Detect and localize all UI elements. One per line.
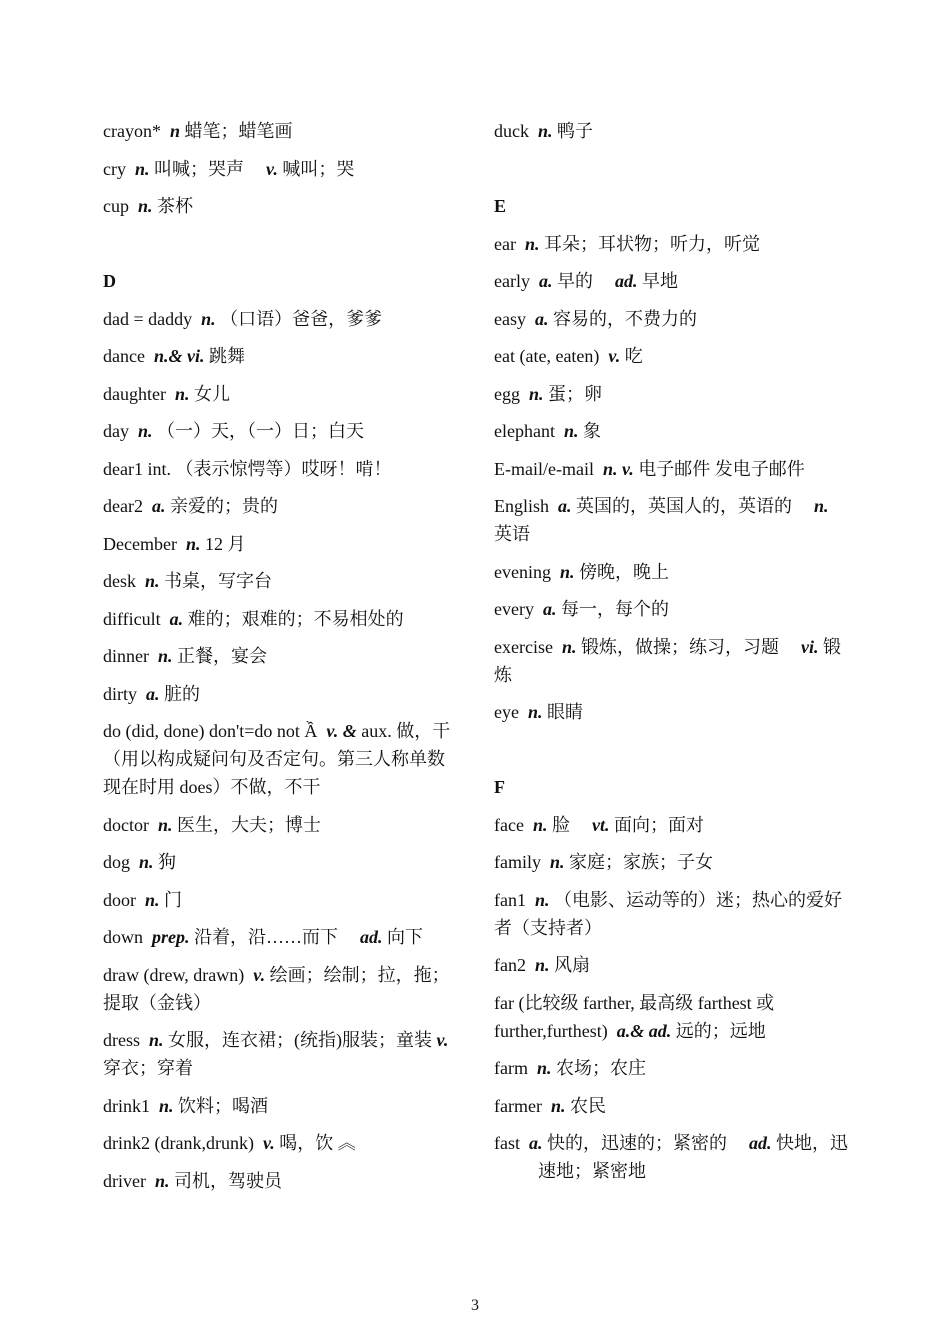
part-of-speech: n. — [563, 421, 579, 441]
vocab-entry — [103, 848, 459, 876]
definition: 远的；远地 — [675, 1020, 766, 1041]
headword: crayon* — [103, 121, 161, 141]
headword: easy — [494, 308, 526, 329]
part-of-speech: n.& vi. — [153, 346, 205, 366]
vocab-entry — [494, 267, 850, 295]
part-of-speech: n. — [538, 121, 553, 141]
headword: farm — [494, 1058, 528, 1078]
headword: fan1 — [494, 889, 526, 910]
headword: fast — [494, 1133, 520, 1153]
vocab-entry — [103, 1167, 459, 1195]
definition: 亲爱的；贵的 — [169, 496, 278, 516]
definition: 面向；面对 — [613, 814, 704, 835]
headword: dress — [103, 1030, 140, 1050]
vocab-entry — [494, 558, 850, 586]
part-of-speech: ad. — [749, 1133, 772, 1153]
part-of-speech: v. — [436, 1030, 449, 1050]
definition: 象 — [583, 421, 601, 441]
part-of-speech: n. — [185, 533, 201, 554]
definition: 快地，迅速地；紧密地 — [538, 1133, 848, 1181]
definition: 电子邮件 发电子邮件 — [638, 458, 805, 479]
vocab-entry — [494, 595, 850, 623]
vocab-entry — [103, 1092, 459, 1120]
vocab-entry — [494, 492, 850, 548]
section-letter: E — [494, 196, 507, 216]
definition: 吃 — [624, 346, 643, 366]
part-of-speech: n. — [550, 852, 565, 872]
part-of-speech: n. — [532, 814, 548, 835]
vocab-entry — [103, 192, 459, 220]
vocab-entry — [494, 342, 850, 370]
vocab-entry — [103, 492, 459, 520]
part-of-speech: v. — [262, 1133, 275, 1153]
definition: 饮料；喝酒 — [178, 1095, 269, 1116]
part-of-speech: n. — [561, 636, 577, 657]
definition: 女儿 — [194, 383, 230, 404]
definition: 眼睛 — [547, 702, 583, 722]
vocab-entry — [494, 698, 850, 726]
part-of-speech: n. — [145, 889, 160, 910]
definition: 蛋；卵 — [548, 383, 603, 404]
headword: ear — [494, 233, 516, 254]
headword: dear1 int. （表示惊愕等）哎呀！啃！ — [103, 458, 392, 479]
vocab-entry — [494, 1129, 850, 1185]
part-of-speech: n. — [145, 571, 160, 591]
definition: 容易的，不费力的 — [552, 308, 697, 329]
definition: 每一，每个的 — [560, 599, 669, 619]
vocab-entry — [494, 1092, 850, 1120]
headword: dog — [103, 852, 130, 872]
definition: 鸭子 — [557, 121, 594, 141]
part-of-speech: a. — [542, 599, 557, 619]
headword: dirty — [103, 683, 137, 704]
vocab-entry — [103, 342, 459, 370]
headword: dear2 — [103, 496, 143, 516]
headword: E-mail/e-mail — [494, 458, 594, 479]
headword: far (比较级 farther, 最高级 farthest 或 further,furthest) — [494, 992, 775, 1041]
headword: down — [103, 927, 143, 947]
vocab-entry — [103, 117, 459, 145]
vocab-entry — [494, 417, 850, 445]
definition: 门 — [164, 889, 183, 910]
part-of-speech: n. — [559, 561, 575, 582]
headword: duck — [494, 121, 529, 141]
definition: 向下 — [387, 927, 423, 947]
part-of-speech: n. — [536, 1058, 552, 1078]
headword: doctor — [103, 814, 149, 835]
vocab-entry — [494, 117, 850, 145]
headword: every — [494, 599, 534, 619]
part-of-speech: n. — [157, 646, 173, 666]
headword: eat (ate, eaten) — [494, 346, 600, 366]
vocab-entry — [494, 848, 850, 876]
vocab-entry — [103, 155, 459, 183]
part-of-speech: v. & — [326, 721, 357, 741]
definition: 叫喊；哭声 — [154, 158, 244, 179]
definition: 正餐，宴会 — [177, 646, 267, 666]
vocab-entry — [103, 642, 459, 670]
definition: 脸 — [551, 814, 570, 835]
headword: do (did, done) don't=do not Ầ — [103, 721, 318, 741]
headword: eye — [494, 702, 519, 722]
headword: fan2 — [494, 955, 526, 975]
headword: dance — [103, 346, 145, 366]
definition: 女服，连衣裙；(统指)服装；童装 — [168, 1030, 433, 1050]
definition: 喝，饮 ︽ — [279, 1133, 356, 1153]
headword: elephant — [494, 421, 555, 441]
part-of-speech: ad. — [614, 271, 638, 291]
part-of-speech: n. — [524, 233, 540, 254]
vocab-entry — [494, 886, 850, 942]
vocab-entry — [103, 417, 459, 445]
part-of-speech: n. — [201, 308, 216, 329]
headword: farmer — [494, 1095, 542, 1116]
headword: exercise — [494, 636, 553, 657]
vocab-entry — [103, 886, 459, 914]
vocab-entry — [103, 305, 459, 333]
headword: December — [103, 533, 177, 554]
part-of-speech: a.& ad. — [616, 1020, 672, 1041]
part-of-speech: n. — [149, 1030, 164, 1050]
part-of-speech: n. — [159, 1095, 174, 1116]
headword: desk — [103, 571, 136, 591]
page-number: 3 — [471, 1297, 479, 1314]
vocab-entry — [103, 1026, 459, 1082]
definition: 穿衣；穿着 — [103, 1058, 193, 1078]
part-of-speech: n. — [139, 852, 154, 872]
part-of-speech: n. — [527, 702, 543, 722]
vocab-entry — [103, 811, 459, 839]
definition: 傍晚，晚上 — [579, 561, 669, 582]
part-of-speech: a. — [146, 683, 160, 704]
vocab-entry — [103, 961, 459, 1017]
spacer — [494, 155, 850, 183]
definition: 英语 — [494, 524, 530, 544]
headword: family — [494, 852, 541, 872]
part-of-speech: n. — [138, 196, 153, 216]
part-of-speech: a. — [151, 496, 166, 516]
vocab-entry — [103, 605, 459, 633]
headword: draw (drew, drawn) — [103, 964, 245, 985]
part-of-speech: vi. — [800, 636, 819, 657]
part-of-speech: ad. — [360, 927, 383, 947]
headword: door — [103, 889, 136, 910]
headword: driver — [103, 1170, 146, 1191]
headword: early — [494, 271, 530, 291]
part-of-speech: n. — [138, 421, 153, 441]
headword: face — [494, 814, 524, 835]
vocab-entry — [103, 567, 459, 595]
definition: 跳舞 — [208, 346, 245, 366]
definition: 快的，迅速的；紧密的 — [547, 1133, 727, 1153]
part-of-speech: n. — [550, 1095, 566, 1116]
definition: 英国的，英国人的，英语的 — [576, 496, 793, 516]
definition: 医生，大夫；博士 — [177, 814, 321, 835]
vocab-entry — [494, 951, 850, 979]
headword: drink1 — [103, 1095, 150, 1116]
part-of-speech: n. — [134, 158, 150, 179]
part-of-speech: n. — [534, 889, 550, 910]
definition: 耳朵；耳状物；听力，听觉 — [544, 233, 760, 254]
part-of-speech: v. — [253, 964, 266, 985]
headword: difficult — [103, 608, 161, 629]
vocab-entry — [494, 811, 850, 839]
part-of-speech: n. — [174, 383, 190, 404]
headword: daughter — [103, 383, 166, 404]
part-of-speech: n. — [534, 955, 550, 975]
part-of-speech: prep. — [152, 927, 190, 947]
headword: cry — [103, 158, 126, 179]
definition: 农民 — [569, 1095, 606, 1116]
definition: 绘画；绘制；拉，拖；提取（金钱） — [103, 964, 450, 1013]
part-of-speech: n. v. — [602, 458, 634, 479]
definition: 喊叫；哭 — [282, 158, 355, 179]
headword: evening — [494, 561, 551, 582]
part-of-speech: n — [169, 121, 180, 141]
definition: 风扇 — [554, 955, 590, 975]
part-of-speech: n. — [154, 1170, 170, 1191]
definition: 难的；艰难的；不易相处的 — [187, 608, 404, 629]
headword: day — [103, 421, 129, 441]
headword: drink2 (drank,drunk) — [103, 1133, 254, 1153]
part-of-speech: v. — [266, 158, 278, 179]
headword: dinner — [103, 646, 149, 666]
part-of-speech: a. — [538, 271, 553, 291]
vocab-entry — [494, 633, 850, 689]
definition: aux. 做，干（用以构成疑问句及否定句。第三人称单数现在时用 does）不做，不干 — [103, 721, 451, 797]
vocab-entry — [103, 530, 459, 558]
vocab-entry — [494, 305, 850, 333]
vocab-entry — [494, 1054, 850, 1082]
vocab-entry — [103, 1129, 459, 1157]
part-of-speech: a. — [534, 308, 549, 329]
definition: 蜡笔；蜡笔画 — [184, 121, 293, 141]
definition: 农场；农庄 — [556, 1058, 646, 1078]
vocab-entry — [494, 989, 850, 1045]
part-of-speech: a. — [558, 496, 572, 516]
vocab-entry — [494, 380, 850, 408]
definition: 书桌，写字台 — [164, 571, 273, 591]
headword: English — [494, 496, 550, 516]
definition: 茶杯 — [157, 196, 194, 216]
vocab-entry — [103, 455, 459, 483]
definition: 沿着，沿……而下 — [194, 927, 338, 947]
definition: （电影、运动等的）迷；热心的爱好者（支持者） — [494, 889, 842, 938]
part-of-speech: a. — [529, 1133, 543, 1153]
headword: dad = daddy — [103, 308, 193, 329]
headword: cup — [103, 196, 129, 216]
headword: egg — [494, 383, 520, 404]
vocab-entry — [494, 230, 850, 258]
part-of-speech: a. — [169, 608, 184, 629]
part-of-speech: n. — [157, 814, 173, 835]
definition: （一）天，（一）日；白天 — [157, 421, 365, 441]
left-column — [103, 117, 459, 1204]
definition: 12 月 — [204, 533, 246, 554]
spacer — [103, 230, 459, 258]
vocab-entry — [494, 455, 850, 483]
spacer — [494, 736, 850, 764]
section-letter: D — [103, 271, 116, 291]
definition: 早地 — [641, 271, 678, 291]
part-of-speech: v. — [608, 346, 621, 366]
vocab-entry — [103, 923, 459, 951]
part-of-speech: n. — [529, 383, 544, 404]
definition: 家庭；家族；子女 — [569, 852, 714, 872]
definition: 司机，驾驶员 — [174, 1170, 282, 1191]
definition: 锻炼 — [494, 636, 841, 685]
definition: 狗 — [158, 852, 177, 872]
definition: 脏的 — [164, 683, 200, 704]
vocab-entry — [103, 680, 459, 708]
part-of-speech: vt. — [591, 814, 610, 835]
definition: 早的 — [556, 271, 593, 291]
definition: （口语）爸爸，爹爹 — [220, 308, 383, 329]
part-of-speech: n. — [814, 496, 829, 516]
vocab-entry — [103, 717, 459, 801]
section-letter: F — [494, 777, 505, 797]
vocab-entry — [103, 380, 459, 408]
right-column — [494, 117, 850, 1195]
definition: 锻炼，做操；练习，习题 — [580, 636, 779, 657]
